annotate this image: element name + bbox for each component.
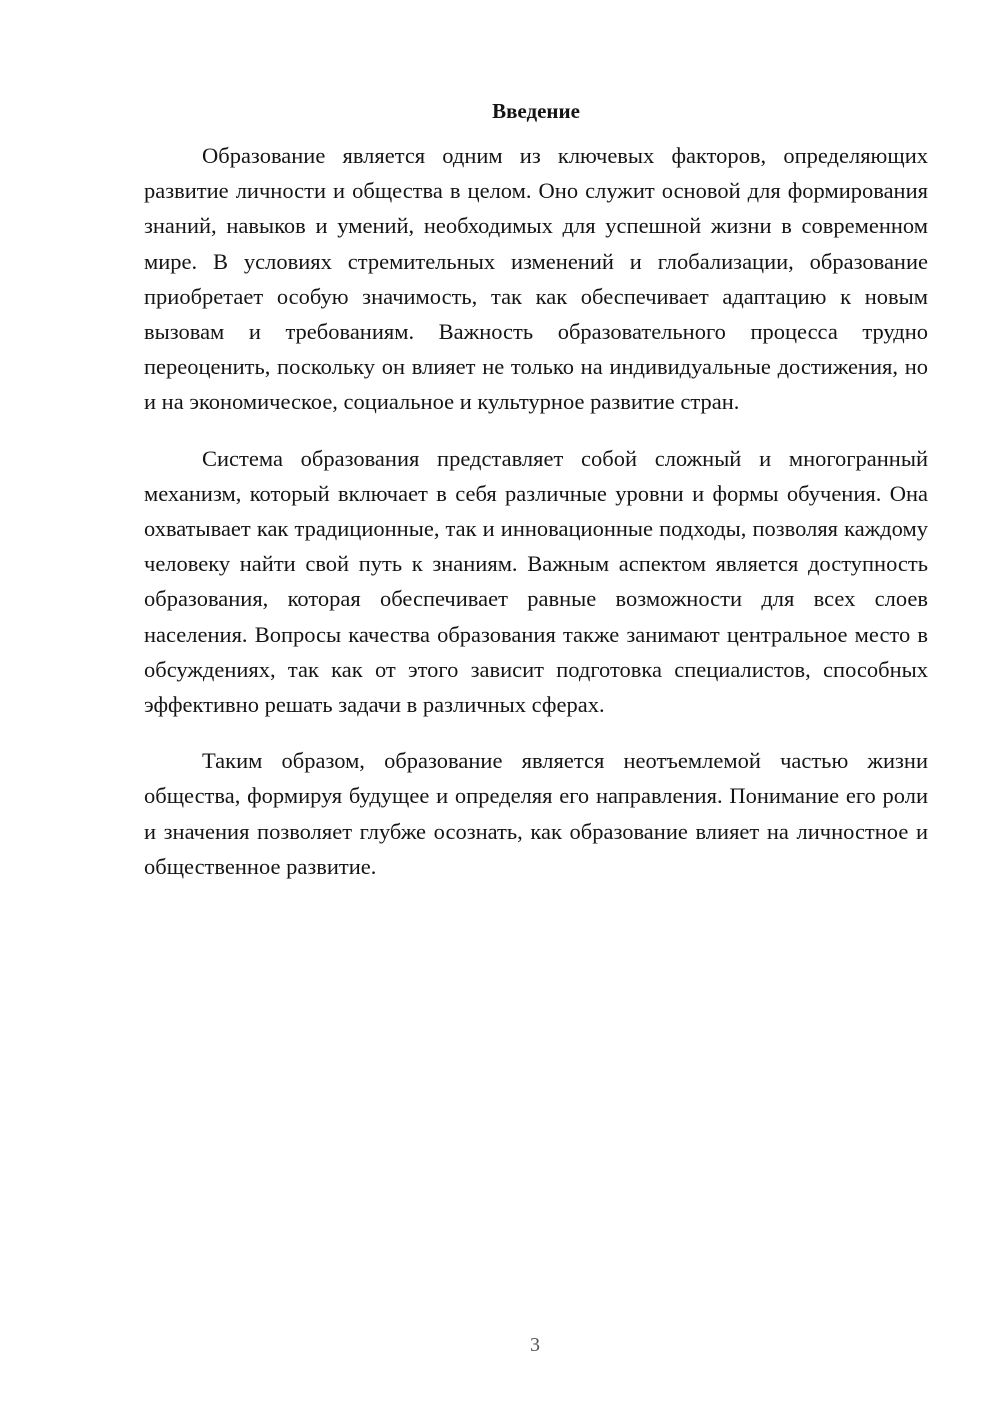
page-content xyxy=(144,96,928,905)
paragraph-1: Образование является одним из ключевых факторов, определяющих развитие личности и общества в целом. Оно служит основой для формирования знаний, навыков и умений, необходимых для успешной жизни в современном мире. В условиях стремительных изменений и глобализации, образование приобретает особую значимость, так как обеспечивает адаптацию к новым вызовам и требованиям. Важность образовательного процесса трудно переоценить, поскольку он влияет не только на индивидуальные достижения, но и на экономическое, социальное и культурное развитие стран. xyxy=(144,143,928,415)
paragraph-3: Таким образом, образование является неотъемлемой частью жизни общества, формируя будущее и определяя его направления. Понимание его роли и значения позволяет глубже осознать, как образование влияет на личностное и общественное развитие. xyxy=(144,748,928,879)
paragraph-2: Система образования представляет собой сложный и многогранный механизм, который включает в себя различные уровни и формы обучения. Она охватывает как традиционные, так и инновационные подходы, позволяя каждому человеку найти свой путь к знаниям. Важным аспектом является доступность образования, которая обеспечивает равные возможности для всех слоев населения. Вопросы качества образования также занимают центральное место в обсуждениях, так как от этого зависит подготовка специалистов, способных эффективно решать задачи в различных сферах. xyxy=(144,445,928,718)
section-title: Введение xyxy=(492,99,580,123)
page-number: 3 xyxy=(530,1334,540,1356)
